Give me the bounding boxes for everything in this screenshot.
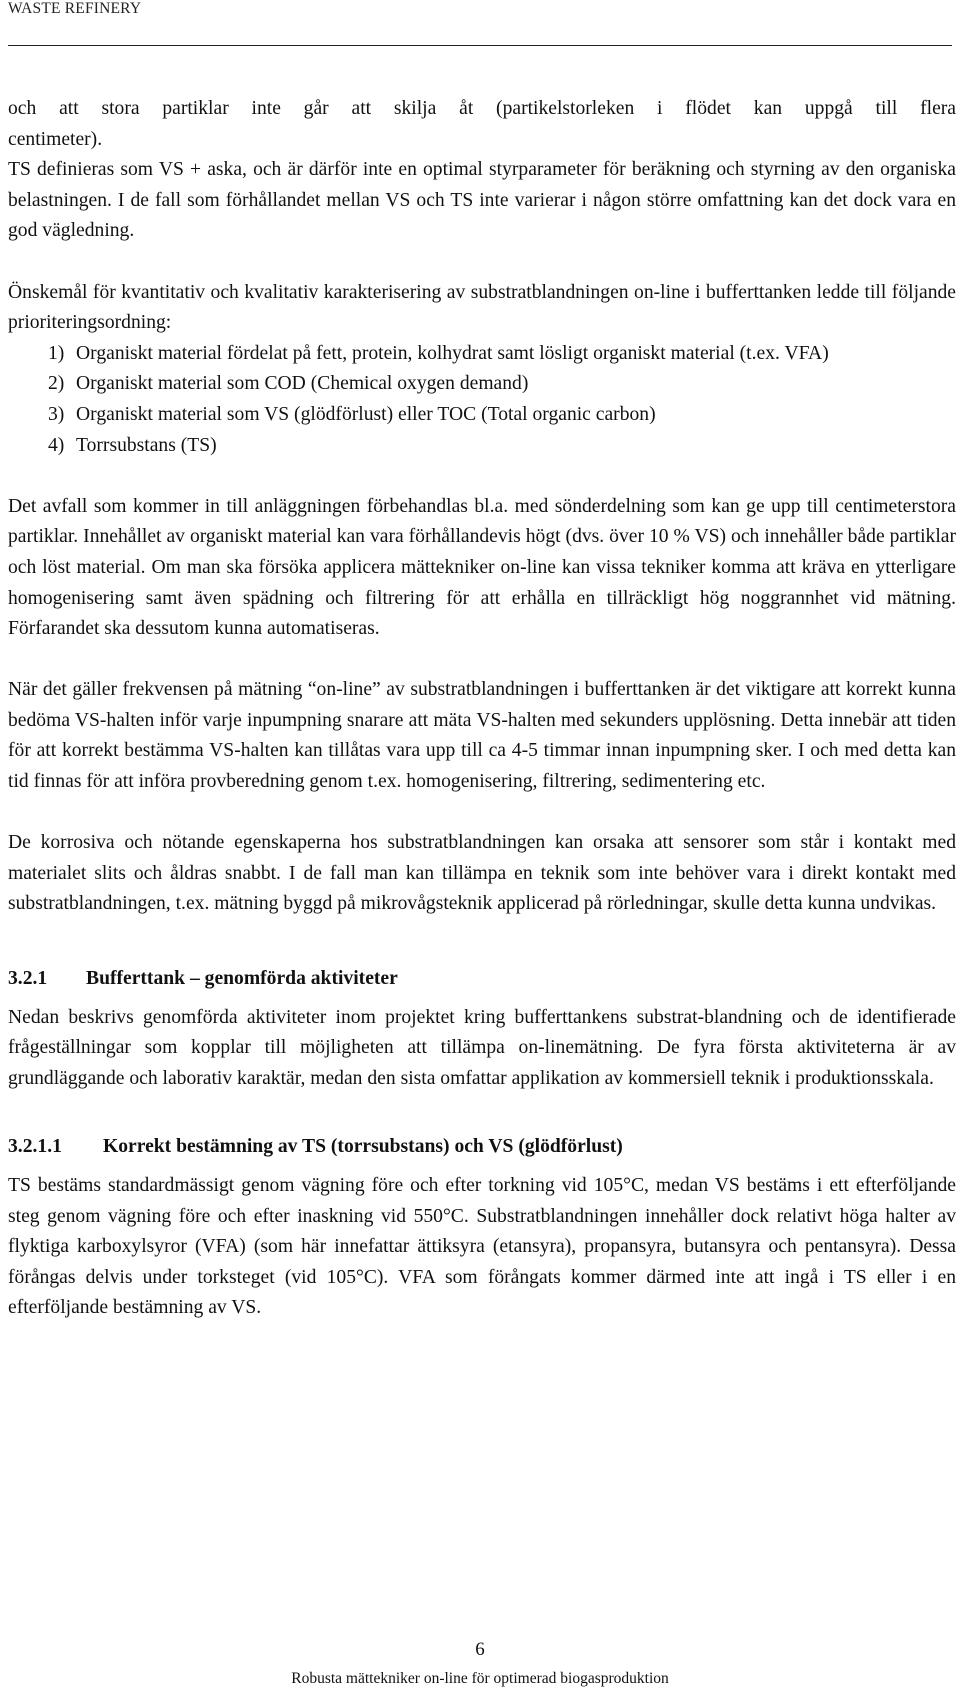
section-title: Bufferttank – genomförda aktiviteter bbox=[86, 968, 398, 990]
subsection-title: Korrekt bestämning av TS (torrsubstans) och VS (glödförlust) bbox=[103, 1136, 623, 1158]
list-item bbox=[8, 431, 956, 462]
priority-list bbox=[8, 339, 956, 461]
page-number: 6 bbox=[475, 1639, 485, 1660]
paragraph-7: Nedan beskrivs genomförda aktiviteter inom projektet kring bufferttankens substrat-blandning och de identifierade frågeställningar som kopplar till möjligheten att tillämpa on-linemätning. De fyra första aktiviteterna är av grundläggande och laborativ karaktär, medan den sista omfattar applikation av kommersiell teknik i produktionsskala. bbox=[8, 1006, 956, 1089]
footer-text: Robusta mättekniker on-line för optimerad biogasproduktion bbox=[291, 1670, 669, 1687]
list-item bbox=[8, 339, 956, 370]
paragraph-2: TS definieras som VS + aska, och är därför inte en optimal styrparameter för beräkning och styrning av den organiska belastningen. I de fall som förhållandet mellan VS och TS inte varierar i någon större omfattning kan det dock vara en god vägledning. bbox=[8, 159, 956, 242]
header-title: WASTE REFINERY bbox=[8, 0, 142, 17]
page-header bbox=[8, 0, 952, 46]
document-body bbox=[8, 94, 956, 1324]
list-item-text: Organiskt material som VS (glödförlust) eller TOC (Total organic carbon) bbox=[76, 403, 656, 425]
paragraph-1-line-2: centimeter). bbox=[8, 128, 103, 150]
paragraph-4: Det avfall som kommer in till anläggningen förbehandlas bl.a. med sönderdelning som kan ge upp till centimeterstora partiklar. Innehållet av organiskt material kan vara förhållandevis högt (dvs. över 10 % VS) och innehåller både partiklar och löst material. Om man ska försöka applicera mättekniker on-line kan vissa tekniker komma att kräva en ytterligare homogenisering samt även spädning och filtrering för att erhålla en tillräckligt hög noggrannhet vid mätning. Förfarandet ska dessutom kunna automatiseras. bbox=[8, 495, 956, 640]
section-heading-3-2-1 bbox=[8, 964, 956, 995]
list-item bbox=[8, 369, 956, 400]
paragraph-6: De korrosiva och nötande egenskaperna hos substratblandningen kan orsaka att sensorer som står i kontakt med materialet slits och åldras snabbt. I de fall man kan tillämpa en teknik som inte behöver vara i direkt kontakt med substratblandningen, t.ex. mätning byggd på mikrovågsteknik applicerad på rörledningar, skulle detta kunna undvikas. bbox=[8, 832, 956, 915]
section-heading-3-2-1-1 bbox=[8, 1132, 956, 1163]
paragraph-1-line-1: och att stora partiklar inte går att skilja åt (partikelstorleken i flödet kan uppgå till flera bbox=[8, 98, 956, 119]
list-item-number: 2) bbox=[48, 373, 65, 395]
list-item-text: Torrsubstans (TS) bbox=[76, 434, 217, 456]
paragraph-3: Önskemål för kvantitativ och kvalitativ karakterisering av substratblandningen on-line i bufferttanken ledde till följande prioriteringsordning: bbox=[8, 281, 956, 334]
section-number: 3.2.1 bbox=[8, 968, 48, 990]
list-item bbox=[8, 400, 956, 431]
list-item-text: Organiskt material som COD (Chemical oxygen demand) bbox=[76, 373, 529, 395]
subsection-number: 3.2.1.1 bbox=[8, 1136, 62, 1158]
paragraph-5: När det gäller frekvensen på mätning “on-line” av substratblandningen i bufferttanken är det viktigare att korrekt kunna bedöma VS-halten inför varje inpumpning snarare att mäta VS-halten med sekunders upplösning. Detta innebär att tiden för att korrekt bestämma VS-halten kan tillåtas vara upp till ca 4-5 timmar innan inpumpning sker. I och med detta kan tid finnas för att införa provberedning genom t.ex. homogenisering, filtrering, sedimentering etc. bbox=[8, 679, 956, 793]
list-item-text: Organiskt material fördelat på fett, protein, kolhydrat samt lösligt organiskt material (t.ex. VFA) bbox=[76, 342, 829, 364]
paragraph-8: TS bestäms standardmässigt genom vägning före och efter torkning vid 105°C, medan VS bestäms i ett efterföljande steg genom vägning före och efter inaskning vid 550°C. Substratblandningen innehåller dock relativt höga halter av flyktiga karboxylsyror (VFA) (som här innefattar ättiksyra (etansyra), propansyra, butansyra och pentansyra). Dessa förångas delvis under torksteget (vid 105°C). VFA som förångats kommer därmed inte att ingå i TS eller i en efterföljande bestämning av VS. bbox=[8, 1175, 956, 1319]
list-item-number: 4) bbox=[48, 434, 65, 456]
list-item-number: 3) bbox=[48, 403, 65, 425]
list-item-number: 1) bbox=[48, 342, 65, 364]
